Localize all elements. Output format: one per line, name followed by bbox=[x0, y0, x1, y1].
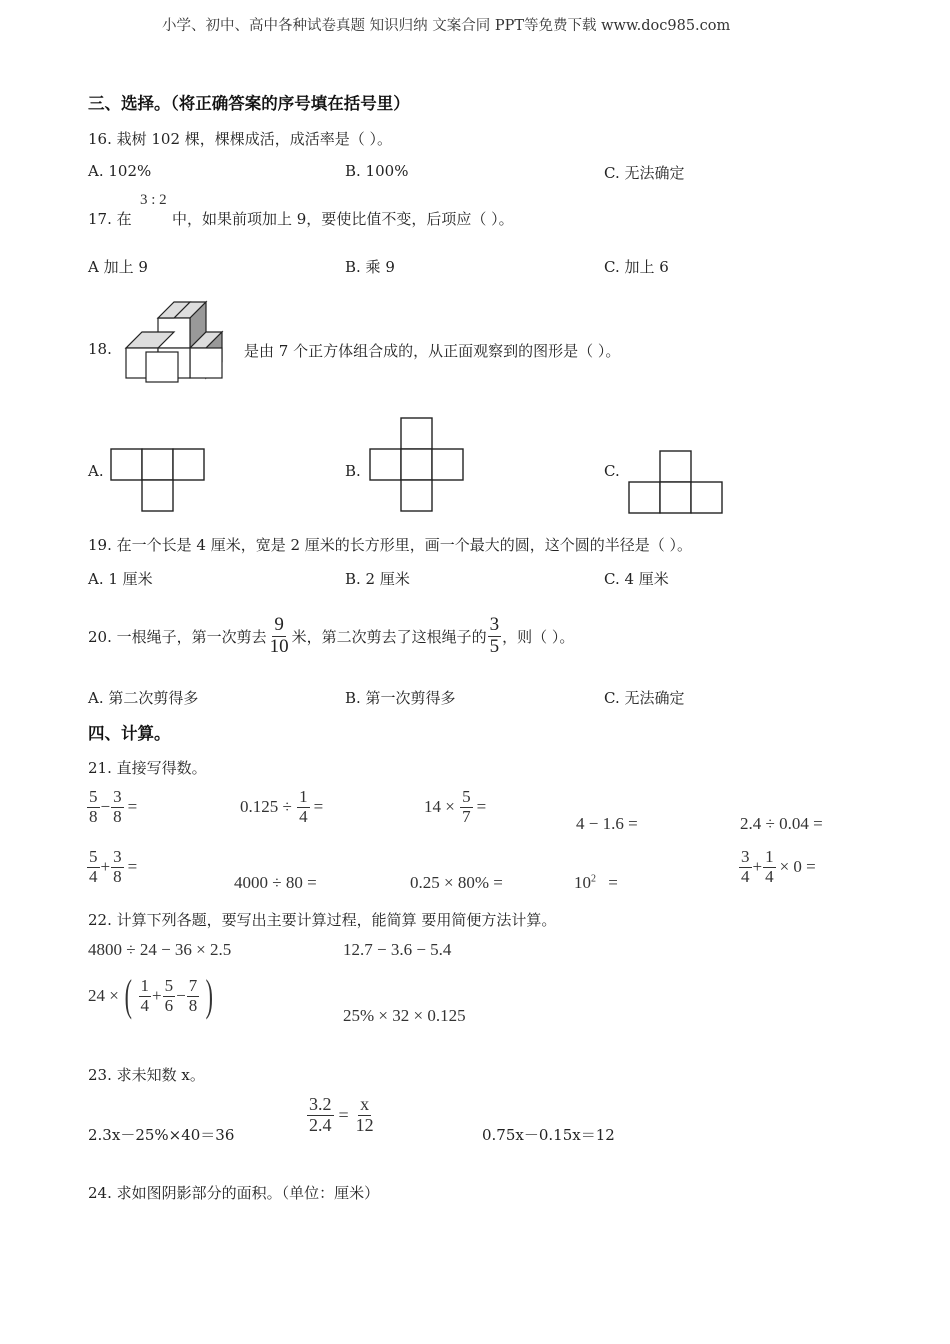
q22-e3-operator-2: − bbox=[176, 986, 186, 1005]
q21-expr-3 bbox=[424, 788, 486, 826]
q20-fraction-1 bbox=[268, 615, 291, 658]
left-parenthesis: ( bbox=[124, 971, 132, 1020]
q21-e1-b-numerator: 3 bbox=[113, 787, 122, 806]
q22-expr-3 bbox=[88, 971, 219, 1020]
q16-stem: 16. 栽树 102 棵，棵棵成活，成活率是（ ）。 bbox=[88, 130, 393, 148]
q21-expr-9 bbox=[574, 873, 618, 893]
q21-e9-equals: = bbox=[608, 873, 618, 892]
q21-expr-1 bbox=[86, 788, 137, 826]
q21-e2-numerator: 1 bbox=[299, 787, 308, 806]
q21-e6-b-numerator: 3 bbox=[113, 847, 122, 866]
q22-expr-4: 25% × 32 × 0.125 bbox=[343, 1006, 466, 1025]
q20-fraction-1-numerator: 9 bbox=[274, 613, 284, 635]
q17-stem: 中，如果前项加上 9，要使比值不变，后项应（ ）。 bbox=[172, 210, 514, 228]
q20-option-b: B. 第一次剪得多 bbox=[345, 689, 456, 707]
q18-option-c-figure bbox=[628, 450, 724, 514]
q23-e2-equals: = bbox=[338, 1104, 349, 1125]
q21-e10-tail: × 0 = bbox=[779, 857, 816, 877]
q21-e9-base: 10 bbox=[574, 873, 591, 892]
q16-option-a: A. 102% bbox=[88, 162, 152, 180]
q22-e3-c-denominator: 8 bbox=[188, 995, 198, 1015]
q18-number: 18. bbox=[88, 340, 112, 358]
q21-e2-equals: = bbox=[313, 797, 324, 817]
q21-e3-numerator: 5 bbox=[462, 787, 471, 806]
q18-option-a: A. bbox=[88, 462, 104, 480]
q22-e3-a-denominator: 4 bbox=[140, 995, 149, 1015]
q24-stem: 24. 求如图阴影部分的面积。（单位：厘米） bbox=[88, 1184, 380, 1202]
q22-e3-b-numerator: 5 bbox=[164, 975, 174, 995]
q21-e1-b-denominator: 8 bbox=[113, 806, 122, 826]
q20-stem bbox=[88, 598, 574, 674]
q23-expr-1: 2.3x－25%×40＝36 bbox=[88, 1126, 235, 1144]
q20-text-3: ，则（ ）。 bbox=[502, 627, 575, 646]
q21-e3-prefix: 14 × bbox=[424, 797, 460, 817]
q21-e2-denominator: 4 bbox=[299, 806, 308, 826]
q17-number: 17. 在 bbox=[88, 210, 132, 228]
q21-e2-prefix: 0.125 ÷ bbox=[240, 797, 297, 817]
q21-e10-b-denominator: 4 bbox=[765, 866, 774, 886]
cube-stack-figure bbox=[124, 292, 236, 384]
q21-expr-4: 4 − 1.6 = bbox=[576, 814, 638, 833]
q20-fraction-2-numerator: 3 bbox=[489, 613, 500, 635]
q21-e3-equals: = bbox=[476, 797, 487, 817]
q19-option-c: C. 4 厘米 bbox=[604, 570, 669, 588]
q21-expr-2 bbox=[240, 788, 323, 826]
q22-e3-c-numerator: 7 bbox=[188, 975, 198, 995]
q19-option-b: B. 2 厘米 bbox=[345, 570, 410, 588]
q22-e3-a-numerator: 1 bbox=[140, 975, 149, 995]
q21-expr-6 bbox=[86, 848, 137, 886]
q17-option-c: C. 加上 6 bbox=[604, 258, 669, 276]
q21-e6-operator: + bbox=[100, 857, 111, 877]
q21-e10-a-denominator: 4 bbox=[741, 866, 750, 886]
q23-e2-a-numerator: 3.2 bbox=[309, 1094, 332, 1114]
q20-fraction-2 bbox=[488, 615, 502, 658]
q20-fraction-1-denominator: 10 bbox=[269, 635, 289, 657]
section-4-title: 四、计算。 bbox=[88, 724, 171, 743]
q21-e6-equals: = bbox=[127, 857, 138, 877]
q21-expr-10 bbox=[738, 848, 816, 886]
q18-stem: 是由 7 个正方体组合成的，从正面观察到的图形是（ ）。 bbox=[244, 342, 621, 360]
q17-option-b: B. 乘 9 bbox=[345, 258, 395, 276]
q23-e2-b-denominator: 12 bbox=[355, 1114, 374, 1135]
q21-e1-operator: − bbox=[100, 797, 111, 817]
q19-option-a: A. 1 厘米 bbox=[88, 570, 153, 588]
section-3-title: 三、选择。（将正确答案的序号填在括号里） bbox=[88, 94, 410, 113]
q18-option-b: B. bbox=[345, 462, 361, 480]
q21-expr-5: 2.4 ÷ 0.04 = bbox=[740, 814, 823, 833]
q21-e6-a-numerator: 5 bbox=[89, 847, 98, 866]
q21-e9-exponent: 2 bbox=[591, 873, 596, 885]
right-parenthesis: ) bbox=[205, 971, 214, 1020]
q21-e6-b-denominator: 8 bbox=[113, 866, 122, 886]
q21-e10-a-numerator: 3 bbox=[741, 847, 750, 866]
q18-option-b-figure bbox=[369, 417, 465, 514]
q21-e1-a-denominator: 8 bbox=[89, 806, 98, 826]
q23-e2-a-denominator: 2.4 bbox=[309, 1114, 332, 1135]
q22-e3-operator-1: + bbox=[152, 986, 162, 1005]
q21-stem: 21. 直接写得数。 bbox=[88, 759, 207, 777]
q20-option-a: A. 第二次剪得多 bbox=[88, 689, 199, 707]
q21-e6-a-denominator: 4 bbox=[89, 866, 98, 886]
q17-ratio: 3 : 2 bbox=[140, 192, 167, 208]
q22-expr-2: 12.7 − 3.6 − 5.4 bbox=[343, 940, 452, 959]
q20-text-2: 米，第二次剪去了这根绳子的 bbox=[291, 627, 487, 646]
q20-text-1: 20. 一根绳子，第一次剪去 bbox=[88, 627, 267, 646]
q22-stem: 22. 计算下列各题，要写出主要计算过程，能简算 要用简便方法计算。 bbox=[88, 911, 557, 929]
q23-expr-2 bbox=[306, 1095, 377, 1136]
q20-fraction-2-denominator: 5 bbox=[489, 635, 500, 657]
q20-option-c: C. 无法确定 bbox=[604, 689, 685, 707]
q17-option-a: A 加上 9 bbox=[88, 258, 148, 276]
q19-stem: 19. 在一个长是 4 厘米，宽是 2 厘米的长方形里，画一个最大的圆，这个圆的半径是（ ）。 bbox=[88, 536, 693, 554]
page-header: 小学、初中、高中各种试卷真题 知识归纳 文案合同 PPT等免费下载 www.doc985.com bbox=[162, 18, 731, 34]
q18-option-a-figure bbox=[110, 448, 206, 514]
q18-option-c: C. bbox=[604, 462, 620, 480]
q21-e1-a-numerator: 5 bbox=[89, 787, 98, 806]
q21-expr-8: 0.25 × 80% = bbox=[410, 873, 503, 892]
q16-option-c: C. 无法确定 bbox=[604, 164, 685, 182]
q23-expr-3: 0.75x－0.15x＝12 bbox=[482, 1126, 615, 1144]
q16-option-b: B. 100% bbox=[345, 162, 409, 180]
q21-e1-equals: = bbox=[127, 797, 138, 817]
q21-e3-denominator: 7 bbox=[462, 806, 471, 826]
q23-stem: 23. 求未知数 x。 bbox=[88, 1066, 205, 1084]
q23-e2-b-numerator: x bbox=[360, 1094, 370, 1114]
q21-e10-b-numerator: 1 bbox=[765, 847, 774, 866]
q22-e3-prefix: 24 × bbox=[88, 986, 119, 1005]
q21-e10-operator: + bbox=[752, 857, 763, 877]
q21-expr-7: 4000 ÷ 80 = bbox=[234, 873, 317, 892]
q22-e3-b-denominator: 6 bbox=[164, 995, 174, 1015]
q22-expr-1: 4800 ÷ 24 − 36 × 2.5 bbox=[88, 940, 232, 959]
